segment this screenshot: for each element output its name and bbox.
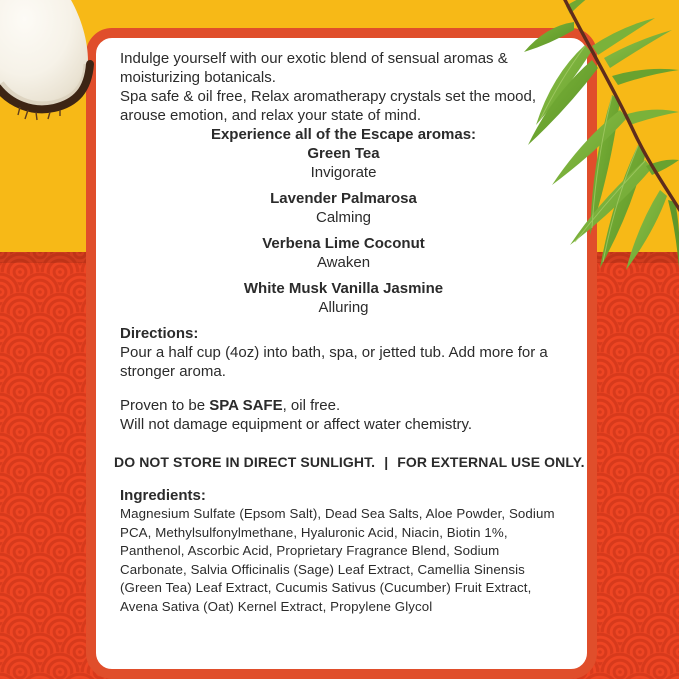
directions-text: Pour a half cup (4oz) into bath, spa, or jetted tub. Add more for a stronger aroma.	[120, 344, 548, 380]
spa-safe-suffix: , oil free.	[282, 397, 341, 414]
aromas-heading: Experience all of the Escape aromas:	[210, 126, 477, 143]
aroma-effect: Invigorate	[310, 164, 377, 181]
plant-branch-icon	[470, 0, 679, 300]
ingredients-text: Magnesium Sulfate (Epsom Salt), Dead Sea Salts, Aloe Powder, Sodium PCA, Methylsulfonylmethane, Hyaluronic Acid, Niacin, Biotin 1%, Panthenol, Ascorbic Acid, Proprietary Fragrance Blend, Sodium Carbonate, Salvia Officinalis (Sage) Leaf Extract, Camellia Sinensis (Green Tea) Leaf Extract, Cucumis Sativus (Cucumber) Fruit Extract, Avena Sativa (Oat) Kernel Extract, Propylene Glycol	[120, 506, 555, 614]
aroma-effect: Alluring	[318, 299, 369, 316]
aroma-name: White Musk Vanilla Jasmine	[243, 280, 444, 297]
aroma-effect: Calming	[315, 209, 372, 226]
warning-external-use: FOR EXTERNAL USE ONLY.	[397, 454, 585, 470]
coconut-icon	[0, 0, 122, 128]
warning-sunlight: DO NOT STORE IN DIRECT SUNLIGHT.	[114, 454, 376, 470]
aroma-effect: Awaken	[316, 254, 371, 271]
intro-paragraph-1: Indulge yourself with our exotic blend of sensual aromas & moisturizing botanicals.	[120, 50, 508, 86]
aroma-name: Verbena Lime Coconut	[262, 235, 425, 252]
warning-line	[114, 453, 585, 472]
spa-safe-bold: SPA SAFE	[209, 397, 283, 414]
spa-safe-line	[120, 396, 567, 415]
directions-label: Directions:	[120, 325, 199, 342]
ingredients-label: Ingredients:	[120, 487, 206, 504]
spa-safe-section	[120, 396, 567, 434]
intro-paragraph-2: Spa safe & oil free, Relax aromatherapy crystals set the mood, arouse emotion, and relax your state of mind.	[120, 88, 537, 124]
aroma-name: Lavender Palmarosa	[270, 190, 417, 207]
aroma-name: Green Tea	[307, 145, 380, 162]
warning-separator: |	[384, 454, 389, 470]
no-damage-line: Will not damage equipment or affect water chemistry.	[120, 416, 473, 433]
spa-safe-prefix: Proven to be	[120, 397, 210, 414]
directions-section	[120, 324, 567, 381]
